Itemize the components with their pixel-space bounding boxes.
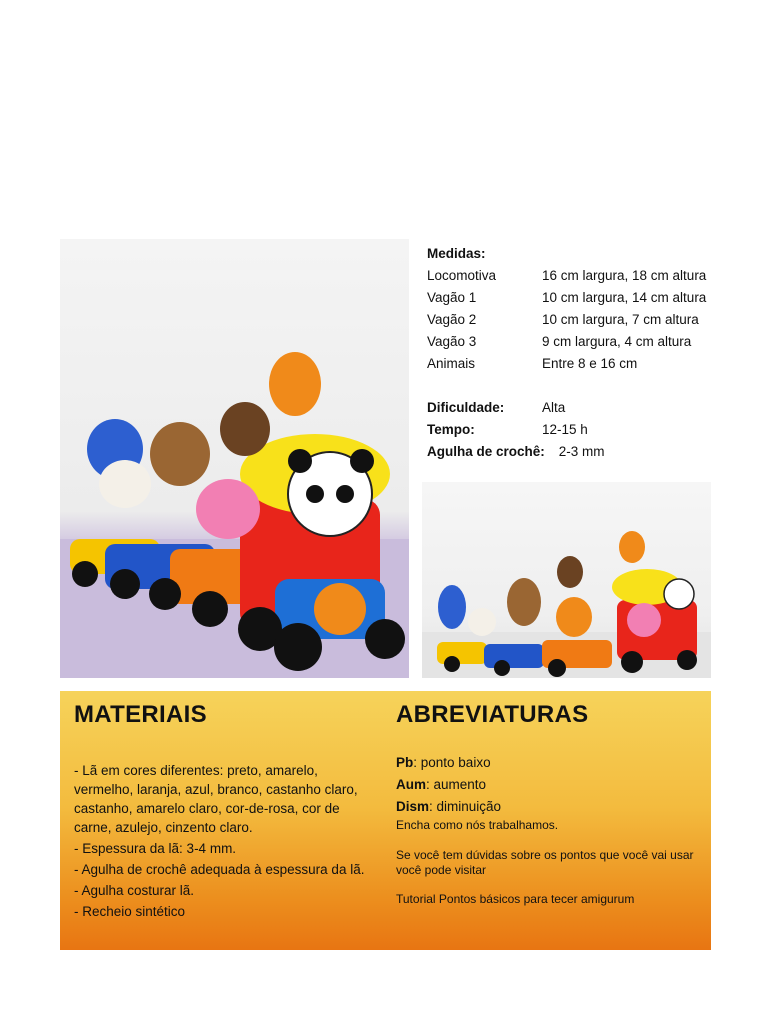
monkey-toy [557,556,583,588]
list-item: - Agulha de crochê adequada à espessura da lã. [74,862,365,877]
wheel [72,561,98,587]
measure-row: Vagão 3 9 cm largura, 4 cm altura [427,334,692,349]
wheel [548,659,566,677]
wheel [149,578,181,610]
sheep-toy [99,460,151,508]
giraffe-toy [507,578,541,626]
fill-note: Encha como nós trabalhamos. [396,818,559,832]
wheel [192,591,228,627]
monkey-toy [220,402,270,456]
wheel [274,623,322,671]
wagon-2 [484,644,544,668]
measure-row: Vagão 2 10 cm largura, 7 cm altura [427,312,699,327]
wheel [365,619,405,659]
train-side-illustration [422,482,711,678]
abbreviations-title: ABREVIATURAS [396,701,589,728]
abbreviations-section [396,691,696,907]
measure-row: Locomotiva 16 cm largura, 18 cm altura [427,268,707,283]
panda-ear [350,449,374,473]
wagon-3 [437,642,487,664]
measure-row: Animais Entre 8 e 16 cm [427,356,638,371]
wheel [110,569,140,599]
giraffe-toy [150,422,210,486]
panda-eye [306,485,324,503]
help-note: Se você tem dúvidas sobre os pontos que você vai usar você pode visitar [396,848,694,877]
time-row: Tempo: 12-15 h [427,422,588,437]
difficulty-row: Dificuldade: Alta [427,400,566,415]
amigurumi-train-photo [60,239,409,678]
donkey-toy [438,585,466,629]
tiger-toy [556,597,592,637]
list-item: Dism: diminuição [396,799,502,814]
rooster-toy [269,352,321,416]
panda-eye [336,485,354,503]
wheel [444,656,460,672]
info-panel [60,691,711,950]
list-item: Pb: ponto baixo [396,755,491,770]
materials-title: MATERIAIS [74,701,207,728]
pig-toy [196,479,260,539]
list-item: - Lã em cores diferentes: preto, amarelo, vermelho, laranja, azul, branco, castanho claro, castanho, amarelo claro, cor-de-rosa, cor de carne, azulejo, cinzento claro. [74,763,358,835]
wheel [621,651,643,673]
wheel [494,660,510,676]
panda-toy [664,579,694,609]
wheel [677,650,697,670]
list-item: Aum: aumento [396,777,487,792]
tutorial-link[interactable]: Tutorial Pontos básicos para tecer amigurum [396,892,635,906]
pig-toy [627,603,661,637]
amigurumi-train-side-photo [422,482,711,678]
materials-list [74,761,374,921]
train-illustration [60,239,409,678]
measures-label: Medidas: [427,246,486,261]
sheep-toy [468,608,496,636]
locomotive-lamp [314,583,366,635]
rooster-toy [619,531,645,563]
specifications [427,243,747,463]
list-item: - Recheio sintético [74,904,186,919]
measure-row: Vagão 1 10 cm largura, 14 cm altura [427,290,707,305]
list-item: - Agulha costurar lã. [74,883,195,898]
panda-ear [288,449,312,473]
hook-row: Agulha de crochê: 2-3 mm [427,444,605,459]
materials-section [74,691,374,923]
list-item: - Espessura da lã: 3-4 mm. [74,841,237,856]
abbreviations-list [396,752,696,818]
